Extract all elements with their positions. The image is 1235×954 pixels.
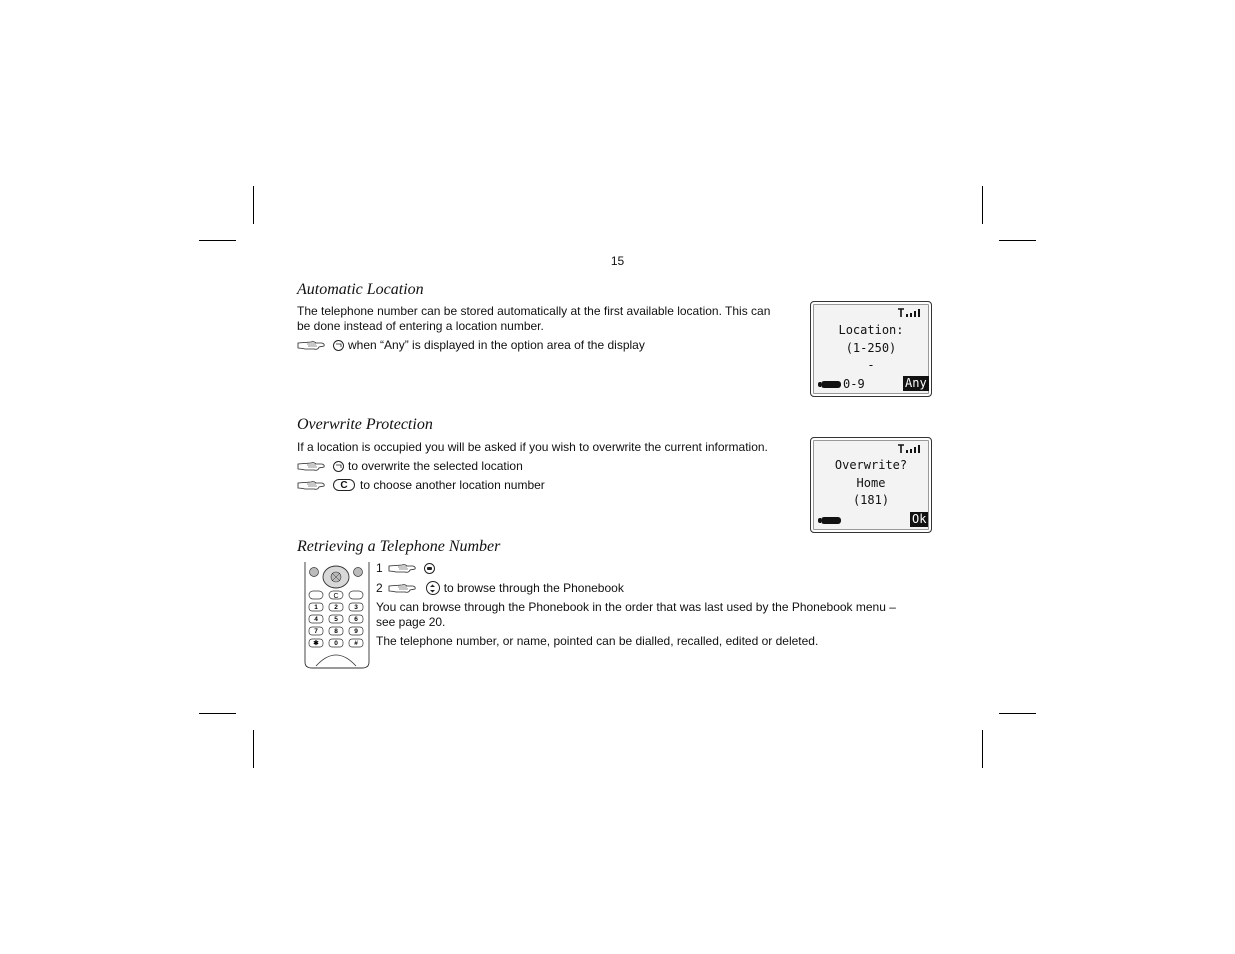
crop-mark — [253, 186, 254, 224]
display-line: (1-250) — [845, 341, 897, 355]
keypad-key: 1 — [314, 604, 318, 611]
pointing-hand-icon — [297, 339, 327, 351]
paragraph — [376, 600, 936, 630]
right-softkey-label: Ok — [912, 512, 927, 526]
keypad-key: # — [354, 640, 358, 647]
phone-display — [810, 301, 932, 397]
crop-mark — [199, 240, 236, 241]
crop-mark — [199, 713, 236, 714]
paragraph-line: The telephone number can be stored automatically at the first available location. This can — [297, 304, 771, 318]
display-line: Overwrite? — [834, 458, 908, 472]
instruction-step — [297, 458, 523, 474]
step-number: 1 — [376, 561, 383, 575]
paragraph-line: see page 20. — [376, 615, 446, 629]
display-line: (181) — [852, 493, 890, 507]
right-softkey-label: Any — [905, 376, 927, 390]
signal-strength-icon — [898, 308, 926, 318]
battery-icon — [821, 517, 841, 524]
phone-keypad-illustration — [304, 562, 370, 670]
page-number: 15 — [610, 254, 625, 268]
instruction-step — [297, 477, 545, 493]
instruction-text: to overwrite the selected location — [348, 459, 523, 473]
instruction-text: when “Any” is displayed in the option area of the display — [348, 338, 645, 352]
keypad-key: 0 — [334, 640, 338, 647]
heading-automatic-location: Automatic Location — [297, 281, 424, 298]
instruction-text: to choose another location number — [360, 478, 545, 492]
battery-icon — [821, 381, 841, 388]
instruction-step — [297, 337, 645, 353]
select-key-icon — [333, 340, 344, 351]
pointing-hand-icon — [297, 479, 327, 491]
display-line: Home — [856, 476, 886, 490]
keypad-key-c: C — [333, 593, 339, 600]
keypad-key: 7 — [314, 628, 318, 635]
heading-retrieving-number: Retrieving a Telephone Number — [297, 538, 501, 555]
paragraph — [297, 304, 797, 334]
crop-mark — [999, 240, 1036, 241]
signal-strength-icon — [898, 444, 926, 454]
display-line: - — [867, 358, 875, 372]
instruction-text: to browse through the Phonebook — [443, 581, 624, 595]
crop-mark — [982, 186, 983, 224]
heading-overwrite-protection: Overwrite Protection — [297, 416, 433, 433]
keypad-key: ✱ — [313, 640, 319, 647]
left-softkey-label: 0-9 — [843, 377, 865, 391]
select-key-icon — [333, 461, 344, 472]
instruction-step — [376, 560, 439, 576]
phonebook-key-icon — [424, 563, 435, 574]
paragraph-line: You can browse through the Phonebook in the order that was last used by the Phonebook menu – — [376, 600, 896, 614]
paragraph: The telephone number, or name, pointed can be dialled, recalled, edited or deleted. — [376, 634, 819, 648]
pointing-hand-icon — [388, 562, 418, 574]
keypad-key: 3 — [354, 604, 358, 611]
instruction-step — [376, 580, 624, 596]
phone-display — [810, 437, 932, 533]
keypad-key: 8 — [334, 628, 338, 635]
crop-mark — [253, 730, 254, 768]
display-line: Location: — [838, 323, 904, 337]
keypad-key: 9 — [354, 628, 358, 635]
scroll-key-icon — [426, 581, 440, 595]
keypad-key: 5 — [334, 616, 338, 623]
clear-key-icon: C — [333, 479, 355, 491]
pointing-hand-icon — [297, 460, 327, 472]
crop-mark — [999, 713, 1036, 714]
crop-mark — [982, 730, 983, 768]
pointing-hand-icon — [388, 582, 418, 594]
step-number: 2 — [376, 581, 383, 595]
keypad-key: 6 — [354, 616, 358, 623]
keypad-key: 2 — [334, 604, 338, 611]
paragraph-line: be done instead of entering a location number. — [297, 319, 544, 333]
paragraph: If a location is occupied you will be asked if you wish to overwrite the current information. — [297, 440, 768, 454]
keypad-key: 4 — [314, 616, 318, 623]
